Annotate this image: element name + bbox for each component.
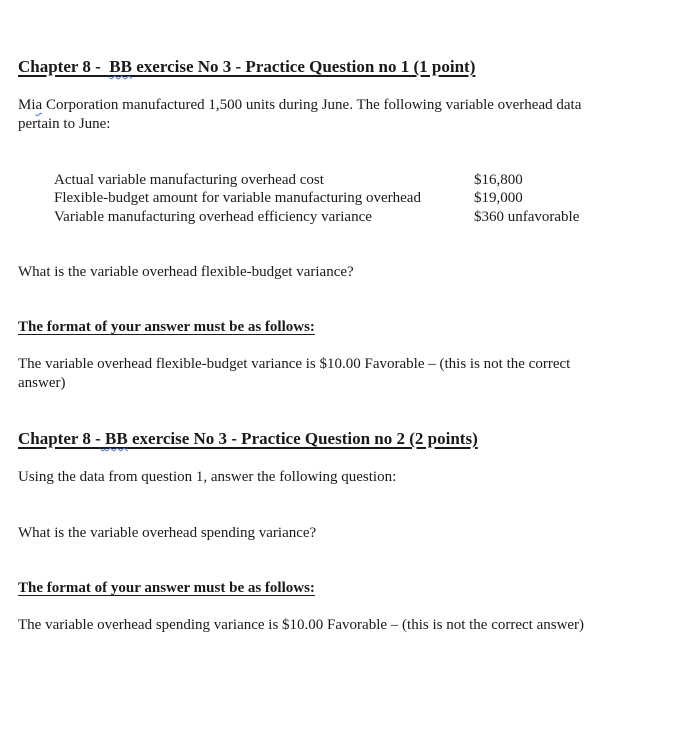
q1-heading-suffix: exercise No 3 - Practice Question no 1 (1 point): [131, 57, 476, 76]
data-row: [54, 171, 614, 190]
data-row: [54, 208, 614, 227]
q2-format-heading: The format of your answer must be as follows:: [18, 580, 315, 596]
q2-heading: [18, 429, 478, 448]
q2-heading-suffix: exercise No 3 - Practice Question no 2 (2 points): [127, 429, 478, 448]
q1-format-heading: The format of your answer must be as follows:: [18, 319, 315, 335]
q2-question: What is the variable overhead spending variance?: [18, 525, 317, 541]
q2-format-example: The variable overhead spending variance is $10.00 Favorable – (this is not the correct answer): [18, 617, 585, 633]
q1-intro-start: Mi: [18, 97, 36, 113]
q2-heading-bb: BB: [105, 429, 128, 448]
data-value: $16,800: [474, 172, 523, 188]
q2-intro: Using the data from question 1, answer the following question:: [18, 469, 397, 485]
data-label: Flexible-budget amount for variable manufacturing overhead: [54, 190, 421, 206]
data-row: [54, 189, 614, 208]
q1-intro-line2: pertain to June:: [18, 116, 111, 132]
data-label: Actual variable manufacturing overhead cost: [54, 172, 324, 188]
q1-format-example: The variable overhead flexible-budget variance is $10.00 Favorable – (this is not the correct answer): [18, 356, 571, 391]
data-value: $19,000: [474, 190, 523, 206]
q1-intro-rest: Corporation manufactured 1,500 units during June. The following variable overhead data: [42, 97, 582, 113]
q2-heading-prefix: Chapter 8 -: [18, 429, 101, 448]
data-value: $360 unfavorable: [474, 209, 580, 225]
q1-intro: [18, 96, 638, 134]
q1-heading-prefix: Chapter 8 -: [18, 57, 110, 76]
q1-heading-bb: BB: [109, 57, 132, 76]
q1-intro-marked: a: [35, 97, 43, 113]
q1-heading: [18, 57, 475, 76]
data-label: Variable manufacturing overhead efficiency variance: [54, 209, 372, 225]
q1-question: What is the variable overhead flexible-budget variance?: [18, 264, 354, 280]
